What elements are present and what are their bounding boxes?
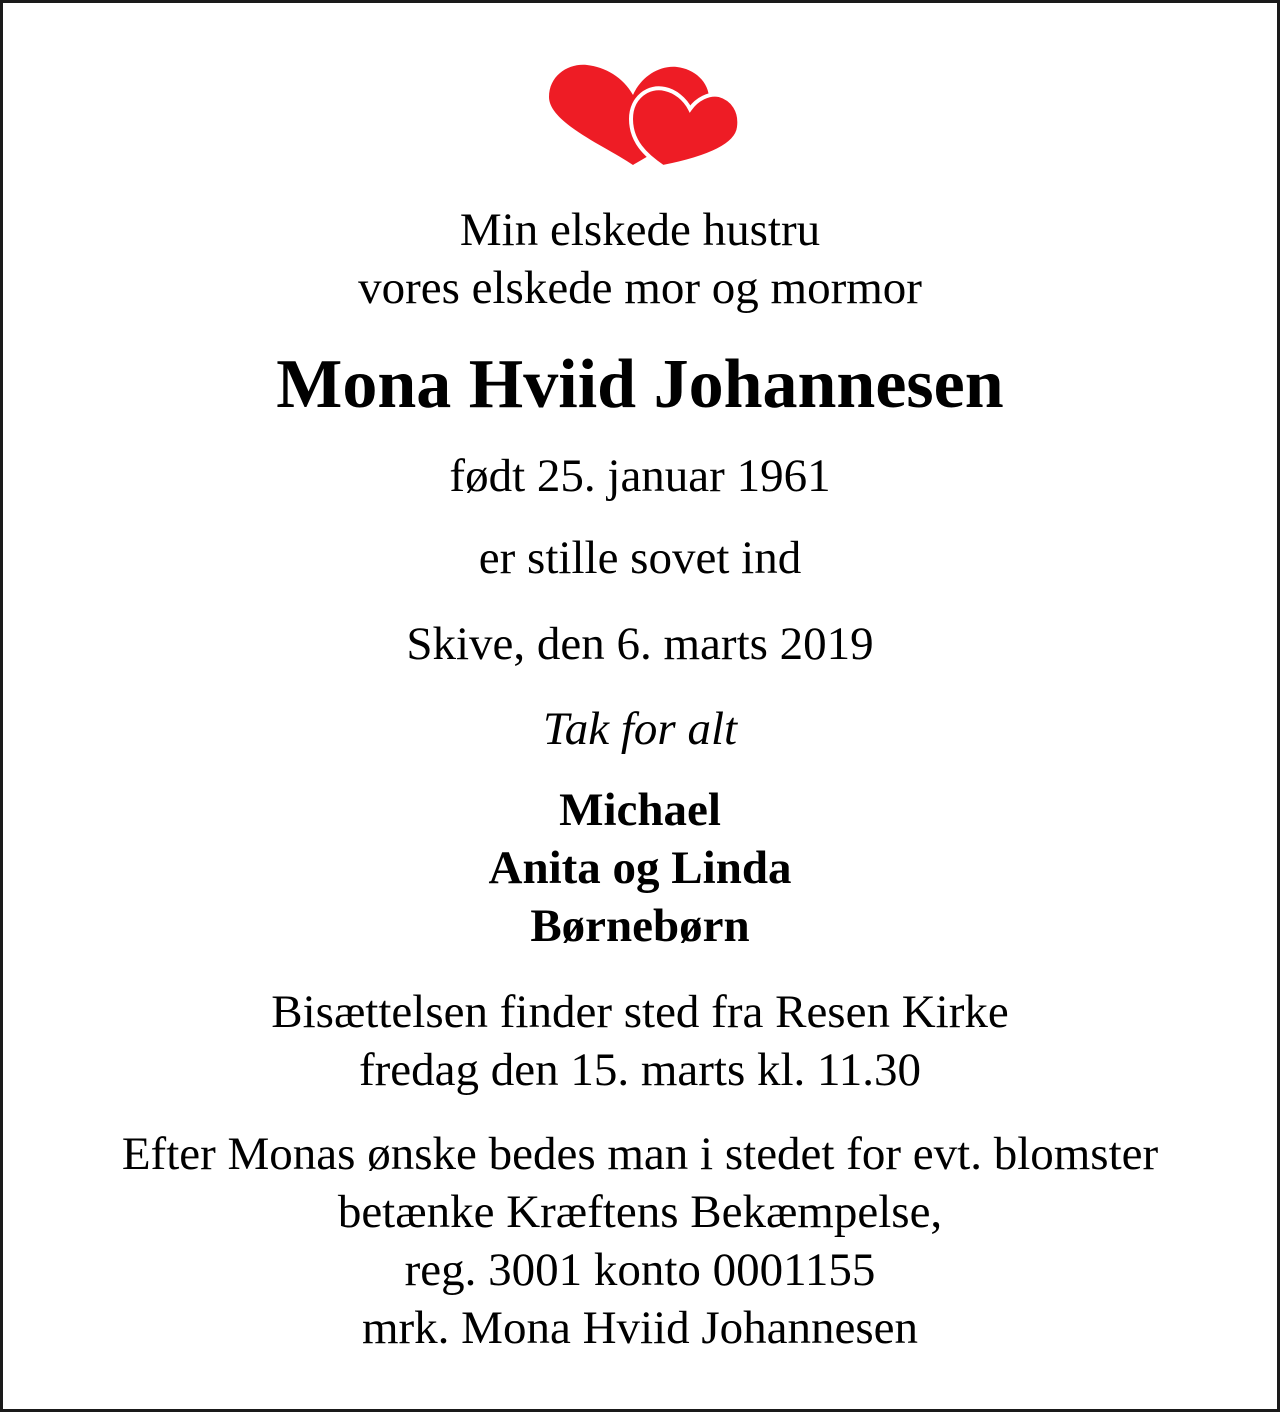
- donation-account: reg. 3001 konto 0001155: [404, 1244, 876, 1296]
- donation-line-1: Efter Monas ønske bedes man i stedet for evt. blomster: [121, 1128, 1159, 1180]
- intro-line-2: vores elskede mor og mormor: [358, 262, 922, 314]
- place-and-date: Skive, den 6. marts 2019: [406, 618, 874, 670]
- birth-date: født 25. januar 1961: [449, 450, 831, 502]
- family-member: Børnebørn: [530, 900, 750, 952]
- funeral-time: fredag den 15. marts kl. 11.30: [358, 1044, 922, 1096]
- donation-line-2: betænke Kræftens Bekæmpelse,: [337, 1186, 943, 1238]
- farewell-text: Tak for alt: [542, 703, 738, 755]
- two-hearts-icon: [543, 61, 743, 173]
- family-member: Anita og Linda: [488, 842, 792, 894]
- passed-away-text: er stille sovet ind: [478, 532, 802, 584]
- deceased-name: Mona Hviid Johannesen: [276, 346, 1004, 423]
- funeral-location: Bisættelsen finder sted fra Resen Kirke: [271, 986, 1009, 1038]
- intro-line-1: Min elskede hustru: [459, 204, 821, 256]
- donation-mark: mrk. Mona Hviid Johannesen: [361, 1302, 919, 1354]
- family-member: Michael: [559, 784, 721, 836]
- right-heart: [631, 88, 739, 167]
